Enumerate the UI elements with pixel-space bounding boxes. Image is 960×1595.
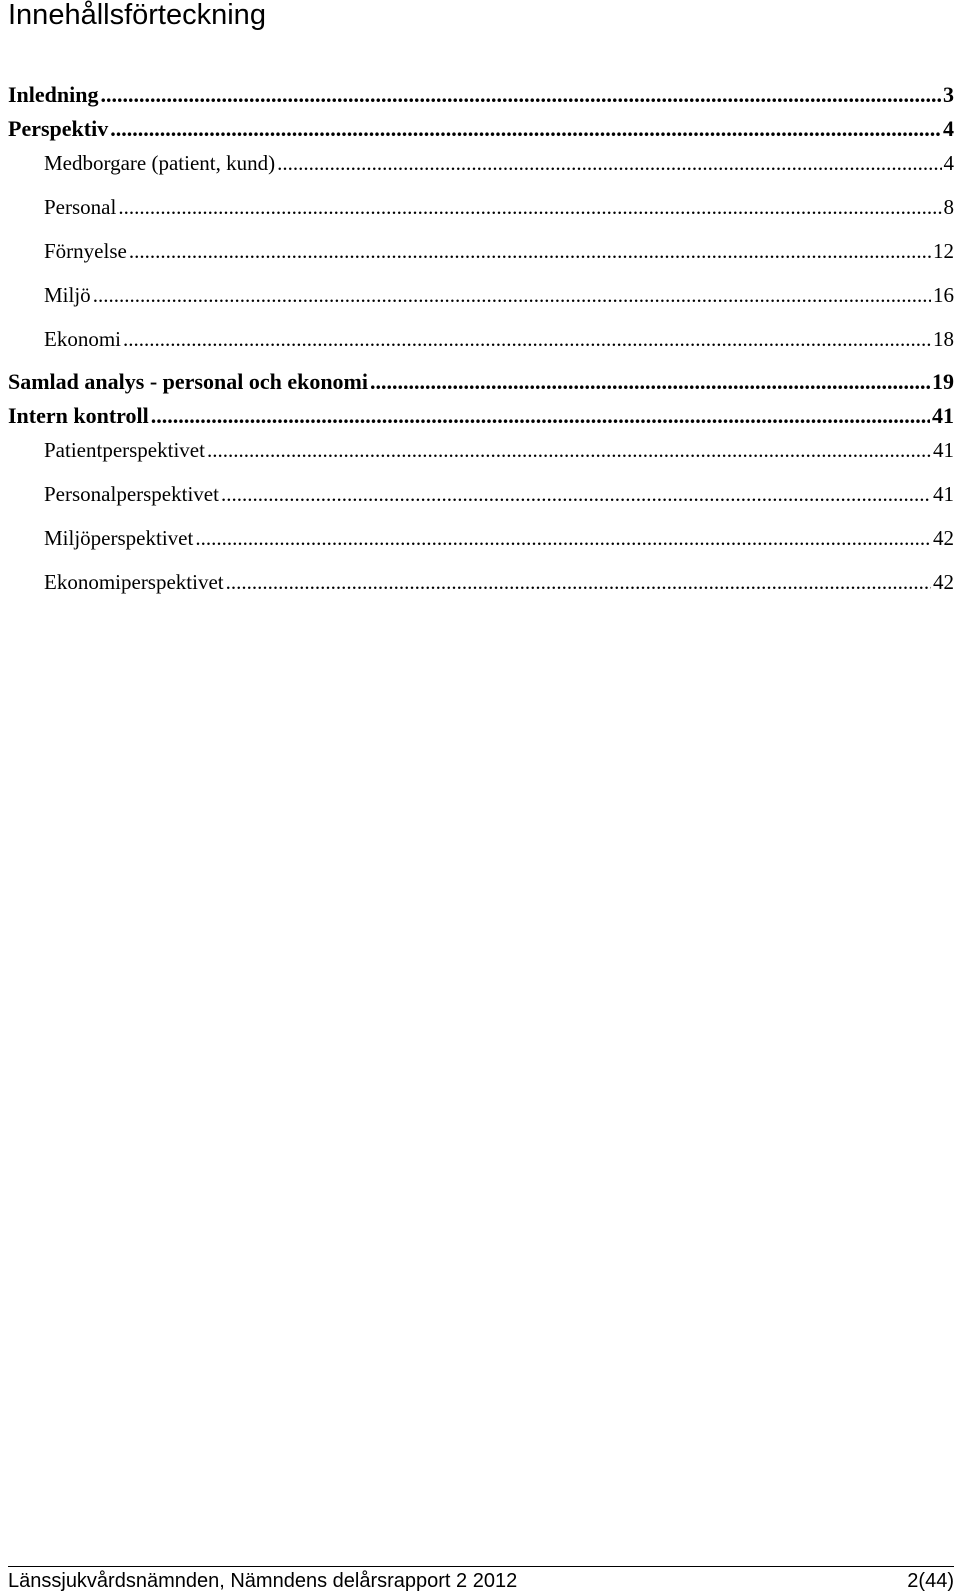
toc-page-number: 8	[943, 195, 954, 219]
toc-leader-dots	[110, 116, 941, 142]
toc-entry-personalperspektivet[interactable]	[44, 482, 954, 514]
toc-page-number: 12	[933, 239, 954, 263]
page-footer	[8, 1569, 954, 1595]
toc-page-number: 19	[932, 369, 954, 394]
toc-page-number: 41	[933, 438, 954, 462]
toc-page-number: 42	[933, 526, 954, 550]
footer-document-title: Länssjukvårdsnämnden, Nämndens delårsrapport 2 2012	[8, 1570, 518, 1592]
toc-page-number: 4	[943, 116, 954, 141]
toc-entry-title: Samlad analys - personal och ekonomi	[8, 369, 368, 394]
toc-leader-dots	[195, 526, 931, 551]
toc-entry-title: Inledning	[8, 82, 99, 107]
toc-entry-ekonomiperspektivet[interactable]	[44, 570, 954, 602]
toc-page-number: 18	[933, 327, 954, 351]
footer-page-number: 2(44)	[907, 1570, 954, 1592]
toc-entry-title: Medborgare (patient, kund)	[44, 151, 276, 175]
footer-divider	[8, 1566, 954, 1567]
toc-entry-miljoperspektivet[interactable]	[44, 526, 954, 558]
toc-entry-medborgare[interactable]	[44, 151, 954, 183]
toc-leader-dots	[101, 82, 942, 108]
toc-leader-dots	[123, 327, 931, 352]
toc-entry-title: Miljöperspektivet	[44, 526, 194, 550]
toc-page-number: 3	[943, 82, 954, 107]
toc-page-number: 41	[932, 403, 954, 428]
toc-page-number: 4	[943, 151, 954, 175]
toc-entry-ekonomi[interactable]	[44, 327, 954, 359]
toc-leader-dots	[129, 239, 931, 264]
toc-entry-intern-kontroll[interactable]	[8, 403, 954, 435]
toc-entry-perspektiv[interactable]	[8, 116, 954, 148]
toc-entry-title: Perspektiv	[8, 116, 109, 141]
toc-entry-title: Förnyelse	[44, 239, 127, 263]
page-title: Innehållsförteckning	[8, 0, 266, 31]
toc-entry-title: Personalperspektivet	[44, 482, 219, 506]
toc-page-number: 42	[933, 570, 954, 594]
toc-entry-title: Patientperspektivet	[44, 438, 205, 462]
toc-entry-fornyelse[interactable]	[44, 239, 954, 271]
toc-leader-dots	[118, 195, 941, 220]
table-of-contents	[0, 0, 960, 640]
toc-leader-dots	[93, 283, 931, 308]
toc-entry-title: Ekonomiperspektivet	[44, 570, 224, 594]
toc-leader-dots	[221, 482, 931, 507]
toc-entry-personal[interactable]	[44, 195, 954, 227]
toc-leader-dots	[207, 438, 931, 463]
toc-entry-inledning[interactable]	[8, 82, 954, 114]
toc-entry-title: Ekonomi	[44, 327, 121, 351]
toc-page-number: 16	[933, 283, 954, 307]
toc-page-number: 41	[933, 482, 954, 506]
toc-leader-dots	[151, 403, 930, 429]
toc-entry-samlad-analys[interactable]	[8, 369, 954, 401]
toc-entry-title: Personal	[44, 195, 117, 219]
toc-entry-title: Miljö	[44, 283, 91, 307]
toc-entry-title: Intern kontroll	[8, 403, 149, 428]
toc-leader-dots	[226, 570, 931, 595]
toc-leader-dots	[370, 369, 930, 395]
toc-leader-dots	[277, 151, 941, 176]
toc-entry-patientperspektivet[interactable]	[44, 438, 954, 470]
toc-entry-miljo[interactable]	[44, 283, 954, 315]
